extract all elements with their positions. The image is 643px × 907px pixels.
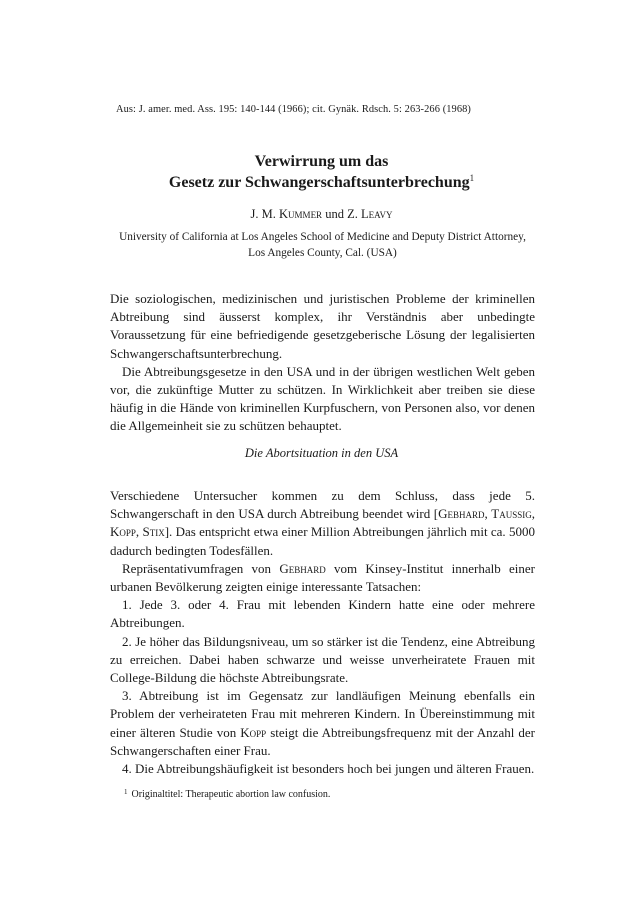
text-run: Repräsentativumfragen von xyxy=(122,560,280,576)
section-heading: Die Abortsituation in den USA xyxy=(244,446,399,460)
intro-section xyxy=(110,290,535,436)
author-2-name: Leavy xyxy=(360,207,393,221)
ref-gebhard-2: Gebhard xyxy=(279,560,326,576)
author-1-name: Kummer xyxy=(279,207,323,221)
ref-taussig: Taussig xyxy=(491,506,532,522)
ref-kopp: Kopp xyxy=(110,524,136,540)
intro-paragraph-1: Die soziologischen, medizinischen und juristischen Probleme der kriminellen Abtreibung sind äusserst komplex, ihr Verständnis aber unbedingte Voraussetzung für eine befriedigende gesetzgeberische Lösung der legalisierten Schwangerschaftsunterbrechung. xyxy=(110,291,535,361)
intro-paragraph-2: Die Abtreibungsgesetze in den USA und in der übrigen westlichen Welt geben vor, die zukünftige Mutter zu schützen. In Wirklichkeit aber treiben sie diese häufig in die Hände von kriminellen Kurpfuschern, von Personen also, vor denen die Allgemeinheit sie zu schützen behauptet. xyxy=(110,363,535,434)
footnote-mark: 1 xyxy=(124,788,128,796)
footnote xyxy=(124,788,524,800)
section-paragraph-1: Verschiedene Untersucher kommen zu dem Schluss, dass jede 5. Schwangerschaft in den USA durch Abtreibung beendet wird [Gebhard, Taussig, Kopp, Stix]. Das entspricht etwa einer Million Abtreibungen jährlich mit ca. 5000 dadurch bedingten Todesfällen. xyxy=(110,488,535,558)
text-run: 3. Abtreibung ist im Gegensatz zur landläufigen Meinung ebenfalls ein Problem der verheirateten Frau mit mehreren Kindern. In Übereinstimmung mit einer älteren Studie von xyxy=(110,688,535,740)
list-item-1: 1. Jede 3. oder 4. Frau mit lebenden Kindern hatte eine oder mehrere Abtreibungen. xyxy=(110,597,535,631)
ref-kopp-2: Kopp xyxy=(240,724,267,740)
list-item-2: 2. Je höher das Bildungsniveau, um so stärker ist die Tendenz, eine Abtreibung zu erreichen. Dabei haben schwarze und weisse unverheiratete Frauen mit College-Bildung die höchste Abtreibungsrate. xyxy=(110,633,535,686)
footnote-text: Originaltitel: Therapeutic abortion law confusion. xyxy=(131,789,331,800)
author-1-initials: J. M. xyxy=(250,207,276,221)
section-body xyxy=(110,487,535,778)
source-citation: Aus: J. amer. med. Ass. 195: 140-144 (1966); cit. Gynäk. Rdsch. 5: 263-266 (1968) xyxy=(116,104,471,115)
text-run: Verschiedene Untersucher kommen zu dem Schluss, dass jede 5. Schwangerschaft in den USA durch Abtreibung beendet wird [ xyxy=(110,488,535,522)
text-run: vom Kinsey-Institut innerhalb einer urbanen Bevölkerung zeigten einige interessante Tatsachen: xyxy=(110,560,535,595)
author-conjunction: und xyxy=(325,207,344,221)
author-2-initials: Z. xyxy=(347,207,358,221)
list-item-4: 4. Die Abtreibungshäufigkeit ist besonders hoch bei jungen und älteren Frauen. xyxy=(122,761,535,777)
title-line-1: Verwirrung um das xyxy=(254,153,389,170)
section-paragraph-2 xyxy=(110,560,535,596)
text-run: steigt die Abtreibungsfrequenz mit der Anzahl der Schwangerschaften einer Frau. xyxy=(110,724,535,758)
text-run: , xyxy=(484,506,492,522)
ref-gebhard: Gebhard xyxy=(438,506,485,522)
title-footnote-mark: 1 xyxy=(469,173,475,183)
author-line xyxy=(110,207,533,222)
affiliation: University of California at Los Angeles School of Medicine and Deputy District Attorney, Los Angeles County, Cal. (USA) xyxy=(119,231,526,259)
text-run: ]. Das entspricht etwa einer Million Abtreibungen jährlich mit ca. 5000 dadurch bedingten Todesfällen. xyxy=(110,524,535,558)
list-item-3 xyxy=(110,687,535,760)
title-text: Gesetz zur Schwangerschaftsunterbrechung xyxy=(168,174,470,191)
ref-stix: Stix xyxy=(142,524,165,540)
title-line-2 xyxy=(110,173,533,192)
